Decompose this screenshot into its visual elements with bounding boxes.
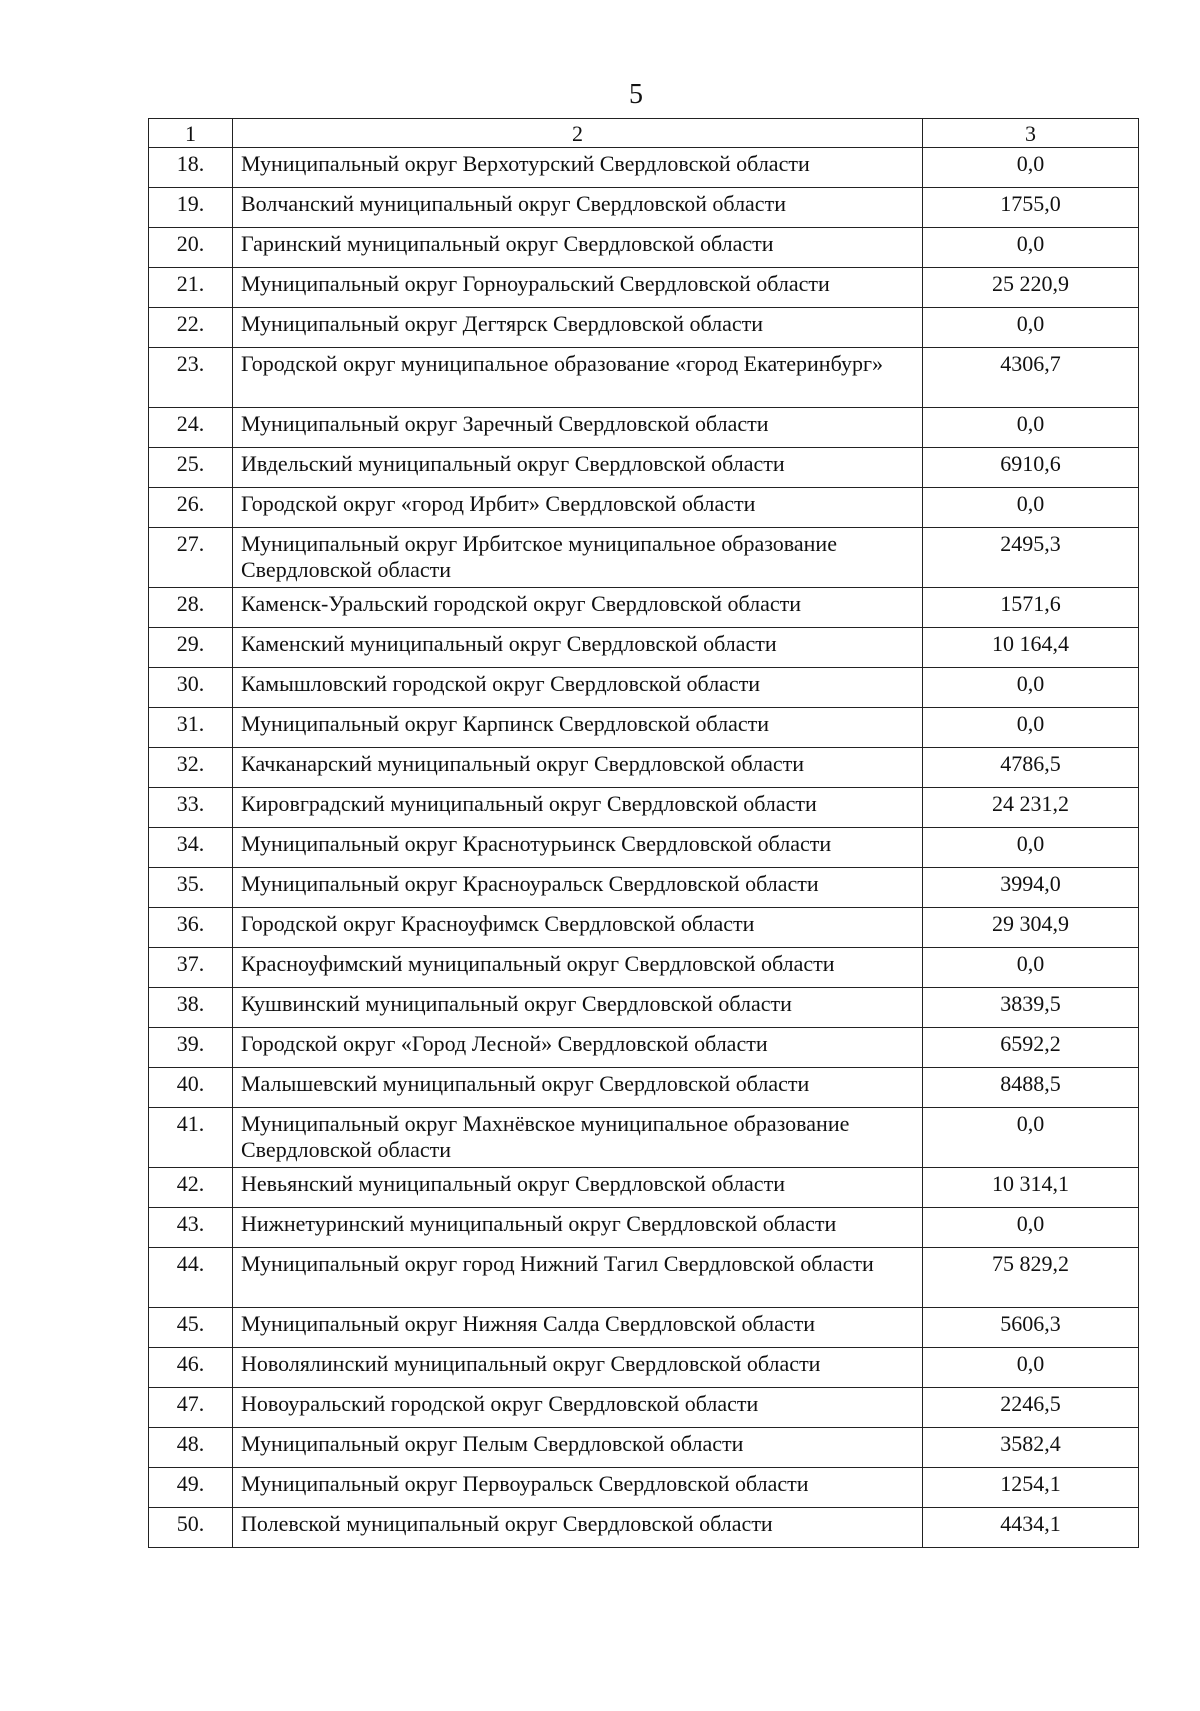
- municipality-name: Муниципальный округ Махнёвское муниципальное образование Свердловской области: [233, 1108, 923, 1168]
- municipality-name: Кушвинский муниципальный округ Свердловской области: [233, 988, 923, 1028]
- row-number: 41.: [149, 1108, 233, 1168]
- row-number: 20.: [149, 228, 233, 268]
- allocation-value: 29 304,9: [923, 908, 1139, 948]
- page-number: 5: [629, 79, 643, 110]
- table-row: [149, 1348, 1139, 1388]
- allocation-value: 0,0: [923, 708, 1139, 748]
- allocation-value: 6592,2: [923, 1028, 1139, 1068]
- row-number: 27.: [149, 528, 233, 588]
- table-row: [149, 1248, 1139, 1308]
- allocation-value: 3839,5: [923, 988, 1139, 1028]
- table-row: [149, 228, 1139, 268]
- municipality-name: Волчанский муниципальный округ Свердловской области: [233, 188, 923, 228]
- row-number: 29.: [149, 628, 233, 668]
- row-number: 18.: [149, 148, 233, 188]
- allocation-value: 3582,4: [923, 1428, 1139, 1468]
- table-row: [149, 868, 1139, 908]
- allocation-value: 2246,5: [923, 1388, 1139, 1428]
- municipality-name: Муниципальный округ Горноуральский Свердловской области: [233, 268, 923, 308]
- table-row: [149, 268, 1139, 308]
- allocation-table: [148, 118, 1139, 1548]
- table-header: [149, 119, 1139, 148]
- table-row: [149, 988, 1139, 1028]
- allocation-value: 0,0: [923, 408, 1139, 448]
- table-row: [149, 348, 1139, 408]
- allocation-value: 0,0: [923, 308, 1139, 348]
- allocation-value: 2495,3: [923, 528, 1139, 588]
- table-row: [149, 188, 1139, 228]
- municipality-name: Муниципальный округ Заречный Свердловской области: [233, 408, 923, 448]
- row-number: 32.: [149, 748, 233, 788]
- allocation-value: 1755,0: [923, 188, 1139, 228]
- municipality-name: Ивдельский муниципальный округ Свердловской области: [233, 448, 923, 488]
- row-number: 39.: [149, 1028, 233, 1068]
- row-number: 23.: [149, 348, 233, 408]
- row-number: 33.: [149, 788, 233, 828]
- municipality-name: Каменский муниципальный округ Свердловской области: [233, 628, 923, 668]
- row-number: 37.: [149, 948, 233, 988]
- municipality-name: Камышловский городской округ Свердловской области: [233, 668, 923, 708]
- municipality-name: Красноуфимский муниципальный округ Свердловской области: [233, 948, 923, 988]
- municipality-name: Городской округ «Город Лесной» Свердловской области: [233, 1028, 923, 1068]
- row-number: 34.: [149, 828, 233, 868]
- table-row: [149, 488, 1139, 528]
- municipality-name: Кировградский муниципальный округ Свердловской области: [233, 788, 923, 828]
- row-number: 45.: [149, 1308, 233, 1348]
- row-number: 44.: [149, 1248, 233, 1308]
- municipality-name: Муниципальный округ Ирбитское муниципальное образование Свердловской области: [233, 528, 923, 588]
- table-row: [149, 1028, 1139, 1068]
- allocation-value: 0,0: [923, 828, 1139, 868]
- allocation-value: 1254,1: [923, 1468, 1139, 1508]
- table-header-row: [149, 119, 1139, 148]
- allocation-value: 0,0: [923, 148, 1139, 188]
- municipality-name: Муниципальный округ Пелым Свердловской области: [233, 1428, 923, 1468]
- allocation-value: 25 220,9: [923, 268, 1139, 308]
- row-number: 21.: [149, 268, 233, 308]
- row-number: 22.: [149, 308, 233, 348]
- row-number: 50.: [149, 1508, 233, 1548]
- table-row: [149, 828, 1139, 868]
- municipality-name: Городской округ муниципальное образование «город Екатеринбург»: [233, 348, 923, 408]
- table-row: [149, 908, 1139, 948]
- row-number: 38.: [149, 988, 233, 1028]
- table-row: [149, 1428, 1139, 1468]
- allocation-value: 0,0: [923, 1348, 1139, 1388]
- table-row: [149, 948, 1139, 988]
- row-number: 49.: [149, 1468, 233, 1508]
- row-number: 46.: [149, 1348, 233, 1388]
- table-row: [149, 708, 1139, 748]
- table-row: [149, 1508, 1139, 1548]
- table-row: [149, 528, 1139, 588]
- table-row: [149, 668, 1139, 708]
- allocation-value: 4786,5: [923, 748, 1139, 788]
- municipality-name: Муниципальный округ Нижняя Салда Свердловской области: [233, 1308, 923, 1348]
- table-row: [149, 748, 1139, 788]
- table-row: [149, 588, 1139, 628]
- allocation-value: 24 231,2: [923, 788, 1139, 828]
- allocation-value: 10 314,1: [923, 1168, 1139, 1208]
- table-row: [149, 1208, 1139, 1248]
- allocation-value: 4434,1: [923, 1508, 1139, 1548]
- table-row: [149, 628, 1139, 668]
- column-header-number: 1: [149, 119, 233, 148]
- column-header-value: 3: [923, 119, 1139, 148]
- allocation-value: 5606,3: [923, 1308, 1139, 1348]
- municipality-name: Муниципальный округ Красноуральск Свердловской области: [233, 868, 923, 908]
- allocation-value: 0,0: [923, 668, 1139, 708]
- row-number: 28.: [149, 588, 233, 628]
- municipality-name: Муниципальный округ Первоуральск Свердловской области: [233, 1468, 923, 1508]
- municipality-name: Невьянский муниципальный округ Свердловской области: [233, 1168, 923, 1208]
- table-row: [149, 1468, 1139, 1508]
- row-number: 35.: [149, 868, 233, 908]
- allocation-value: 0,0: [923, 228, 1139, 268]
- table-row: [149, 408, 1139, 448]
- allocation-value: 10 164,4: [923, 628, 1139, 668]
- allocation-value: 6910,6: [923, 448, 1139, 488]
- row-number: 36.: [149, 908, 233, 948]
- row-number: 25.: [149, 448, 233, 488]
- municipality-name: Муниципальный округ Карпинск Свердловской области: [233, 708, 923, 748]
- municipality-name: Муниципальный округ Дегтярск Свердловской области: [233, 308, 923, 348]
- municipality-name: Качканарский муниципальный округ Свердловской области: [233, 748, 923, 788]
- row-number: 40.: [149, 1068, 233, 1108]
- table-row: [149, 308, 1139, 348]
- row-number: 30.: [149, 668, 233, 708]
- municipality-name: Полевской муниципальный округ Свердловской области: [233, 1508, 923, 1548]
- municipality-name: Муниципальный округ город Нижний Тагил Свердловской области: [233, 1248, 923, 1308]
- table-row: [149, 148, 1139, 188]
- allocation-value: 1571,6: [923, 588, 1139, 628]
- table-row: [149, 1388, 1139, 1428]
- allocation-value: 8488,5: [923, 1068, 1139, 1108]
- allocation-value: 0,0: [923, 948, 1139, 988]
- municipality-name: Муниципальный округ Верхотурский Свердловской области: [233, 148, 923, 188]
- municipality-name: Малышевский муниципальный округ Свердловской области: [233, 1068, 923, 1108]
- municipality-name: Городской округ Красноуфимск Свердловской области: [233, 908, 923, 948]
- allocation-value: 3994,0: [923, 868, 1139, 908]
- row-number: 26.: [149, 488, 233, 528]
- allocation-value: 0,0: [923, 1208, 1139, 1248]
- municipality-name: Нижнетуринский муниципальный округ Свердловской области: [233, 1208, 923, 1248]
- table-row: [149, 1068, 1139, 1108]
- allocation-value: 4306,7: [923, 348, 1139, 408]
- municipality-name: Новолялинский муниципальный округ Свердловской области: [233, 1348, 923, 1388]
- table-row: [149, 788, 1139, 828]
- table-row: [149, 1168, 1139, 1208]
- municipality-name: Городской округ «город Ирбит» Свердловской области: [233, 488, 923, 528]
- table-row: [149, 1108, 1139, 1168]
- row-number: 47.: [149, 1388, 233, 1428]
- row-number: 42.: [149, 1168, 233, 1208]
- row-number: 48.: [149, 1428, 233, 1468]
- allocation-value: 0,0: [923, 488, 1139, 528]
- municipality-name: Муниципальный округ Краснотурьинск Свердловской области: [233, 828, 923, 868]
- allocation-value: 75 829,2: [923, 1248, 1139, 1308]
- municipality-name: Каменск-Уральский городской округ Свердловской области: [233, 588, 923, 628]
- table-row: [149, 448, 1139, 488]
- allocation-value: 0,0: [923, 1108, 1139, 1168]
- table-body: [149, 148, 1139, 1548]
- column-header-name: 2: [233, 119, 923, 148]
- row-number: 24.: [149, 408, 233, 448]
- municipality-name: Новоуральский городской округ Свердловской области: [233, 1388, 923, 1428]
- row-number: 31.: [149, 708, 233, 748]
- municipality-name: Гаринский муниципальный округ Свердловской области: [233, 228, 923, 268]
- row-number: 19.: [149, 188, 233, 228]
- row-number: 43.: [149, 1208, 233, 1248]
- table-row: [149, 1308, 1139, 1348]
